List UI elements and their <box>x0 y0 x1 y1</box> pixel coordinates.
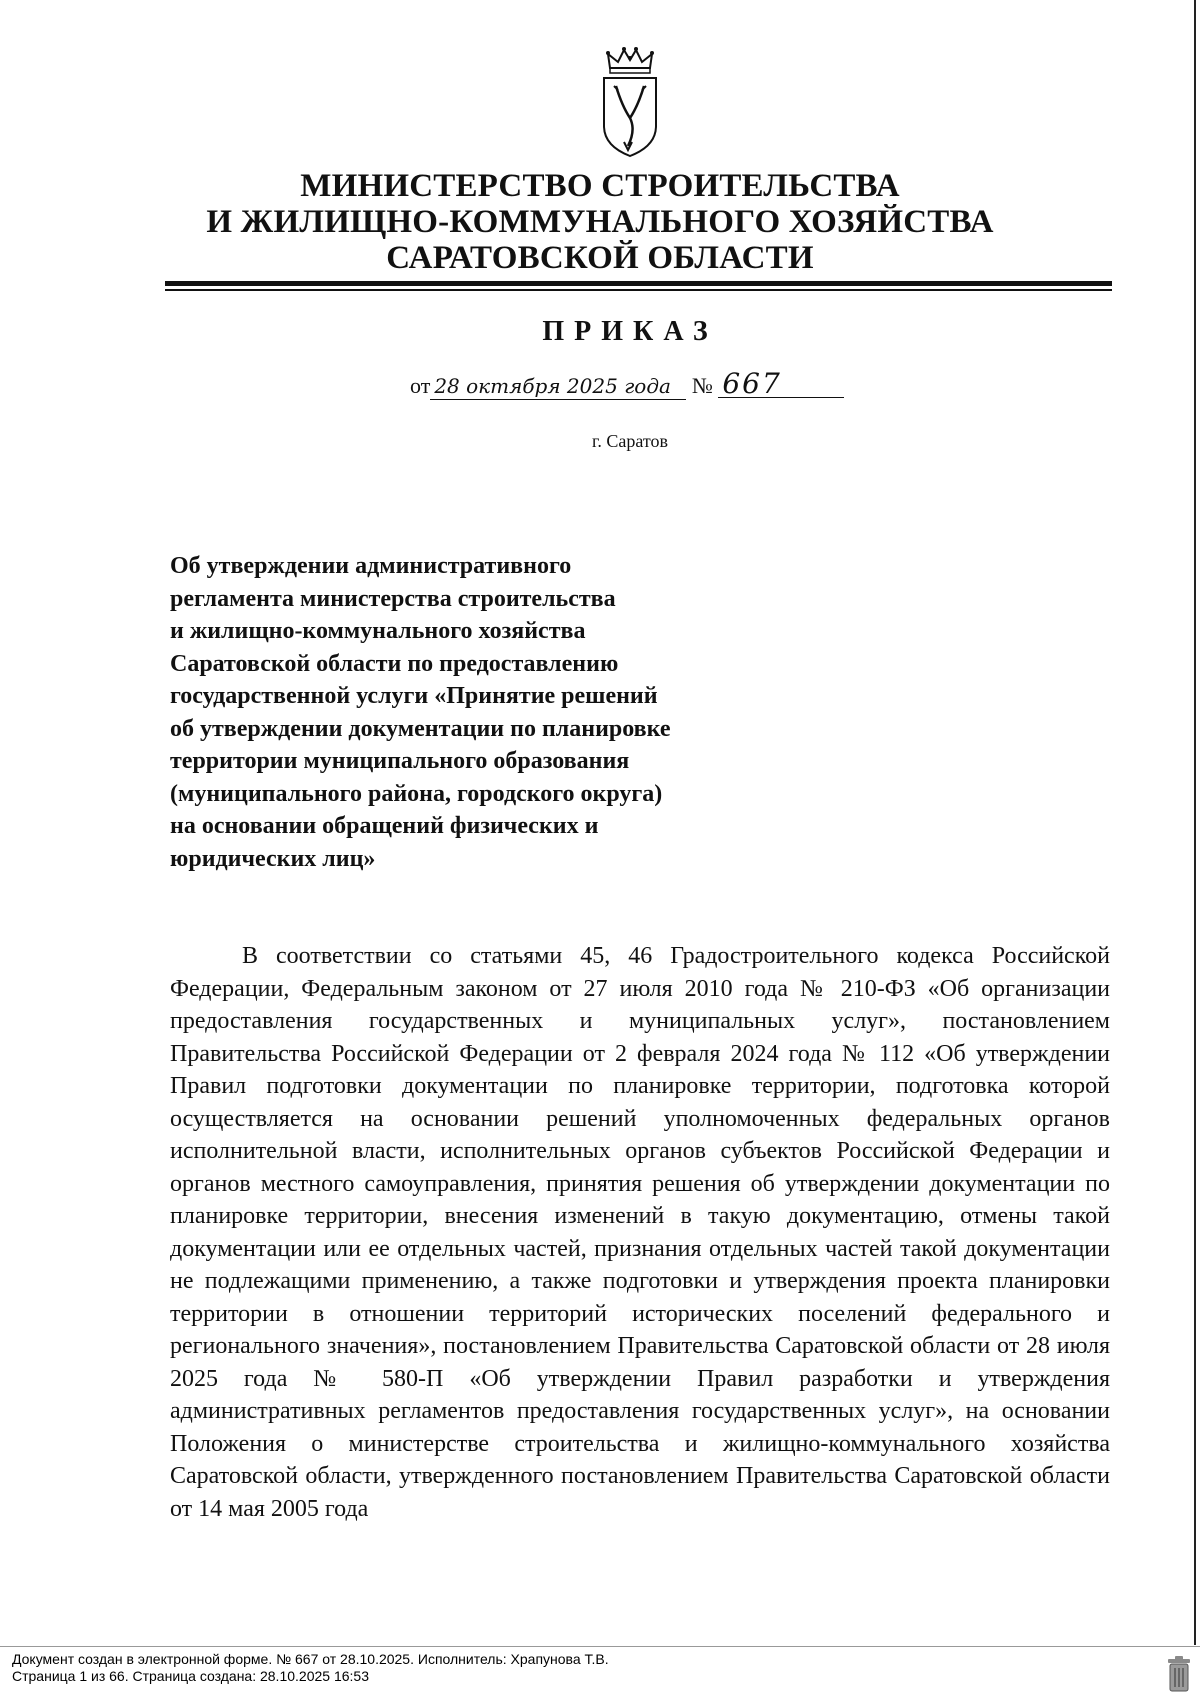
subject-line: юридических лиц» <box>170 845 376 872</box>
body-paragraph: В соответствии со статьями 45, 46 Градостроительного кодекса Российской Федерации, Федеральным законом от 27 июля 2010 года № 210-ФЗ «Об организации предоставления государственных и муниципальных услуг», постановлением Правительства Российской Федерации от 2 февраля 2024 года № 112 «Об утверждении Правил подготовки документации по планировке территории, подготовка которой осуществляется на основании решений уполномоченных федеральных органов исполнительной власти, исполнительных органов субъектов Российской Федерации и органов местного самоуправления, принятия решения об утверждении документации по планировке территории, внесения изменений в такую документацию, отмены такой документации или ее отдельных частей, признания отдельных частей такой документации не подлежащими применению, а также подготовки и утверждения проекта планировки территории в отношении территорий исторических поселений федерального и регионального значения», постановлением Правительства Саратовской области от 28 июля 2025 года № 580-П «Об утверждении Правил разработки и утверждения административных регламентов предоставления государственных услуг», на основании Положения о министерстве строительства и жилищно-коммунального хозяйства Саратовской области, утвержденного постановлением Правительства Саратовской области от 14 мая 2005 года <box>170 943 1110 1522</box>
header-divider-thick <box>165 281 1112 286</box>
ministry-line: МИНИСТЕРСТВО СТРОИТЕЛЬСТВА <box>300 168 900 204</box>
saratov-coat-of-arms-icon <box>600 46 660 158</box>
number-label: № <box>691 373 713 398</box>
subject-line: (муниципального района, городского округа) <box>170 780 663 807</box>
subject-line: регламента министерства строительства <box>170 585 616 612</box>
handwritten-number: 667 <box>718 372 844 398</box>
document-footer <box>0 1646 1200 1699</box>
from-label: от <box>410 373 431 398</box>
subject-line: на основании обращений физических и <box>170 813 599 839</box>
subject-line: и жилищно-коммунального хозяйства <box>170 618 586 644</box>
city: г. Саратов <box>592 431 668 451</box>
header-divider-thin <box>165 289 1112 291</box>
subject-line: Об утверждении административного <box>170 553 572 579</box>
subject-line: государственной услуги «Принятие решений <box>170 683 658 709</box>
ministry-name <box>0 168 1200 276</box>
handwritten-date: 28 октября 2025 года <box>430 374 686 400</box>
order-subject <box>170 550 790 875</box>
ministry-line: И ЖИЛИЩНО-КОММУНАЛЬНОГО ХОЗЯЙСТВА <box>206 204 994 240</box>
order-date-number-line <box>410 367 844 412</box>
ministry-line: САРАТОВСКОЙ ОБЛАСТИ <box>386 240 814 276</box>
subject-line: об утверждении документации по планировке <box>170 715 671 742</box>
order-title: ПРИКАЗ <box>542 316 718 347</box>
subject-line: Саратовской области по предоставлению <box>170 650 619 677</box>
footer-info-line: Документ создан в электронной форме. № 667 от 28.10.2025. Исполнитель: Храпунова Т.В. <box>12 1651 609 1667</box>
trash-icon[interactable] <box>1166 1655 1192 1693</box>
footer-page-line: Страница 1 из 66. Страница создана: 28.10.2025 16:53 <box>12 1668 369 1684</box>
subject-line: территории муниципального образования <box>170 748 630 774</box>
